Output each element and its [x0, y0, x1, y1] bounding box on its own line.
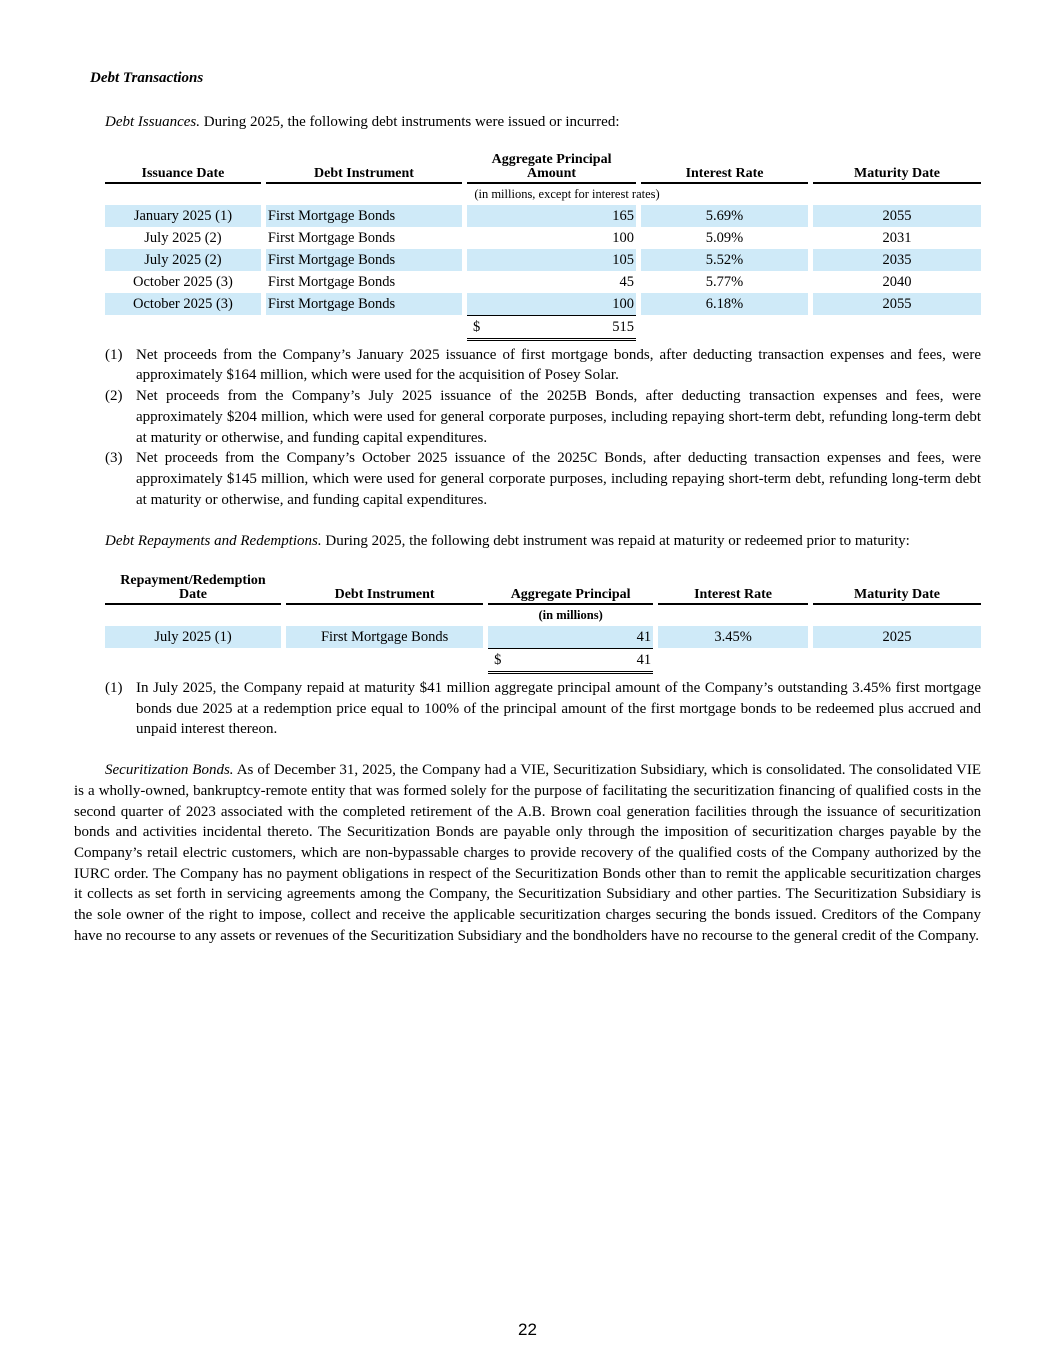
- debt-instrument-cell: First Mortgage Bonds: [266, 205, 462, 227]
- amount-cell: 100: [612, 229, 635, 246]
- footnote-text: Net proceeds from the Company’s July 2025 issuance of the 2025B Bonds, after deducting transaction expenses and fees, were approximately $204 million, which were used for general corporate purposes, including repaying short-term debt, refunding long-term debt at maturity or otherwise, and funding capital expenditures.: [136, 388, 981, 446]
- table-row: [105, 626, 981, 648]
- issuance-date-cell: July 2025 (2): [105, 249, 261, 271]
- maturity-date-cell: 2055: [813, 293, 981, 315]
- issuances-header-row: [105, 153, 981, 184]
- total-value: 515: [612, 318, 635, 335]
- header-maturity-date: Maturity Date: [813, 574, 981, 605]
- total-value: 41: [636, 652, 652, 669]
- header-maturity-date: Maturity Date: [813, 153, 981, 184]
- repayments-table: [100, 574, 986, 674]
- header-repayment-date: Repayment/Redemption Date: [105, 574, 281, 605]
- total-cell: [488, 648, 653, 674]
- amount-cell: 100: [467, 293, 636, 315]
- interest-rate-cell: 3.45%: [658, 626, 808, 648]
- maturity-date-cell: 2055: [813, 205, 981, 227]
- header-issuance-date: Issuance Date: [105, 153, 261, 184]
- interest-rate-cell: 5.77%: [705, 273, 744, 290]
- footnote-number: (1): [105, 680, 123, 697]
- debt-instrument-cell: First Mortgage Bonds: [286, 626, 483, 648]
- header-aggregate-principal: Aggregate Principal Amount: [467, 153, 636, 184]
- table-row: [105, 271, 981, 293]
- total-currency-symbol: $: [494, 652, 502, 669]
- maturity-date-cell: 2040: [882, 273, 912, 290]
- footnote-number: (1): [105, 346, 123, 363]
- repayments-intro: [74, 531, 981, 552]
- unit-note: (in millions, except for interest rates): [474, 186, 660, 201]
- table-row: [105, 227, 981, 249]
- header-interest-rate: Interest Rate: [641, 153, 808, 184]
- footnote-text: In July 2025, the Company repaid at maturity $41 million aggregate principal amount of the Company’s outstanding 3.45% first mortgage bonds due 2025 at a redemption price equal to 100% of the principal amount of the first mortgage bonds to be redeemed plus accrued and unpaid interest thereon.: [136, 680, 981, 738]
- repayments-header-row: [105, 574, 981, 605]
- table-row: [105, 249, 981, 271]
- footnote-number: (2): [105, 388, 123, 405]
- footnote: [105, 678, 981, 740]
- interest-rate-cell: 5.09%: [705, 229, 744, 246]
- page-number: 22: [518, 1320, 537, 1339]
- total-cell: [467, 315, 636, 341]
- total-currency-symbol: $: [473, 318, 481, 335]
- interest-rate-cell: 5.52%: [641, 249, 808, 271]
- amount-cell: 105: [467, 249, 636, 271]
- maturity-date-cell: 2031: [882, 229, 912, 246]
- header-debt-instrument: Debt Instrument: [266, 153, 462, 184]
- debt-instrument-cell: First Mortgage Bonds: [267, 273, 396, 290]
- issuances-intro: [74, 112, 981, 133]
- total-row: [105, 315, 981, 341]
- document-page: [74, 68, 981, 946]
- securitization-paragraph: [74, 760, 981, 946]
- footnote: [105, 448, 981, 510]
- unit-row: [105, 605, 981, 626]
- table-row: [105, 293, 981, 315]
- amount-cell: 41: [488, 626, 653, 648]
- unit-note: (in millions): [538, 608, 603, 623]
- issuance-date-cell: January 2025 (1): [105, 205, 261, 227]
- interest-rate-cell: 6.18%: [641, 293, 808, 315]
- issuances-footnotes: [105, 345, 981, 511]
- issuance-date-cell: October 2025 (3): [133, 273, 233, 290]
- issuances-intro-text: During 2025, the following debt instruments were issued or incurred:: [199, 114, 620, 130]
- issuances-lead: Debt Issuances.: [105, 114, 200, 130]
- amount-cell: 45: [619, 273, 635, 290]
- issuance-date-cell: July 2025 (2): [144, 229, 222, 246]
- debt-instrument-cell: First Mortgage Bonds: [266, 293, 462, 315]
- issuances-table: [100, 153, 986, 341]
- footnote-number: (3): [105, 450, 123, 467]
- maturity-date-cell: 2025: [813, 626, 981, 648]
- footnote: [105, 345, 981, 386]
- securitization-lead: Securitization Bonds.: [105, 762, 234, 779]
- section-title: Debt Transactions: [90, 70, 204, 86]
- table-row: [105, 205, 981, 227]
- interest-rate-cell: 5.69%: [641, 205, 808, 227]
- debt-instrument-cell: First Mortgage Bonds: [266, 249, 462, 271]
- issuance-date-cell: October 2025 (3): [105, 293, 261, 315]
- repayments-intro-text: During 2025, the following debt instrument was repaid at maturity or redeemed prior to maturity:: [321, 533, 910, 550]
- amount-cell: 165: [467, 205, 636, 227]
- footnote-text: Net proceeds from the Company’s January 2025 issuance of first mortgage bonds, after deducting transaction expenses and fees, were approximately $164 million, which were used for the acquisition of Posey Solar.: [136, 346, 981, 384]
- debt-instrument-cell: First Mortgage Bonds: [267, 229, 396, 246]
- header-aggregate-principal: Aggregate Principal: [488, 574, 653, 605]
- header-interest-rate: Interest Rate: [658, 574, 808, 605]
- footnote: [105, 386, 981, 448]
- securitization-text: As of December 31, 2025, the Company had a VIE, Securitization Subsidiary, which is consolidated. The consolidated VIE is a wholly-owned, bankruptcy-remote entity that was formed solely for the purpose of facilitating the securitization financing of qualified costs in the second quarter of 2023 associated with the completed retirement of the A.B. Brown coal generation facilities through the issuance of securitization bonds and activities incidental thereto. The Securitization Bonds are payable only through the imposition of securitization charges payable by the Company’s retail electric customers, which are non-bypassable charges to provide recovery of the qualified costs of the Company authorized by the IURC order. The Company has no payment obligations in respect of the Securitization Bonds other than to remit the applicable securitization charges it collects as set forth in servicing agreements among the Company, the Securitization Subsidiary and other parties. The Securitization Subsidiary is the sole owner of the right to impose, collect and receive the applicable securitization charges securing the bonds issued. Creditors of the Company have no recourse to any assets or revenues of the Securitization Subsidiary and the bondholders have no recourse to the general credit of the Company.: [74, 762, 982, 944]
- header-debt-instrument: Debt Instrument: [286, 574, 483, 605]
- unit-row: [105, 184, 981, 205]
- maturity-date-cell: 2035: [813, 249, 981, 271]
- repayments-footnotes: [105, 678, 981, 740]
- repayments-lead: Debt Repayments and Redemptions.: [105, 533, 322, 550]
- footnote-text: Net proceeds from the Company’s October 2025 issuance of the 2025C Bonds, after deducting transaction expenses and fees, were approximately $145 million, which were used for general corporate purposes, including repaying short-term debt, refunding long-term debt at maturity or otherwise, and funding capital expenditures.: [136, 450, 981, 508]
- total-row: [105, 648, 981, 674]
- repayment-date-cell: July 2025 (1): [105, 626, 281, 648]
